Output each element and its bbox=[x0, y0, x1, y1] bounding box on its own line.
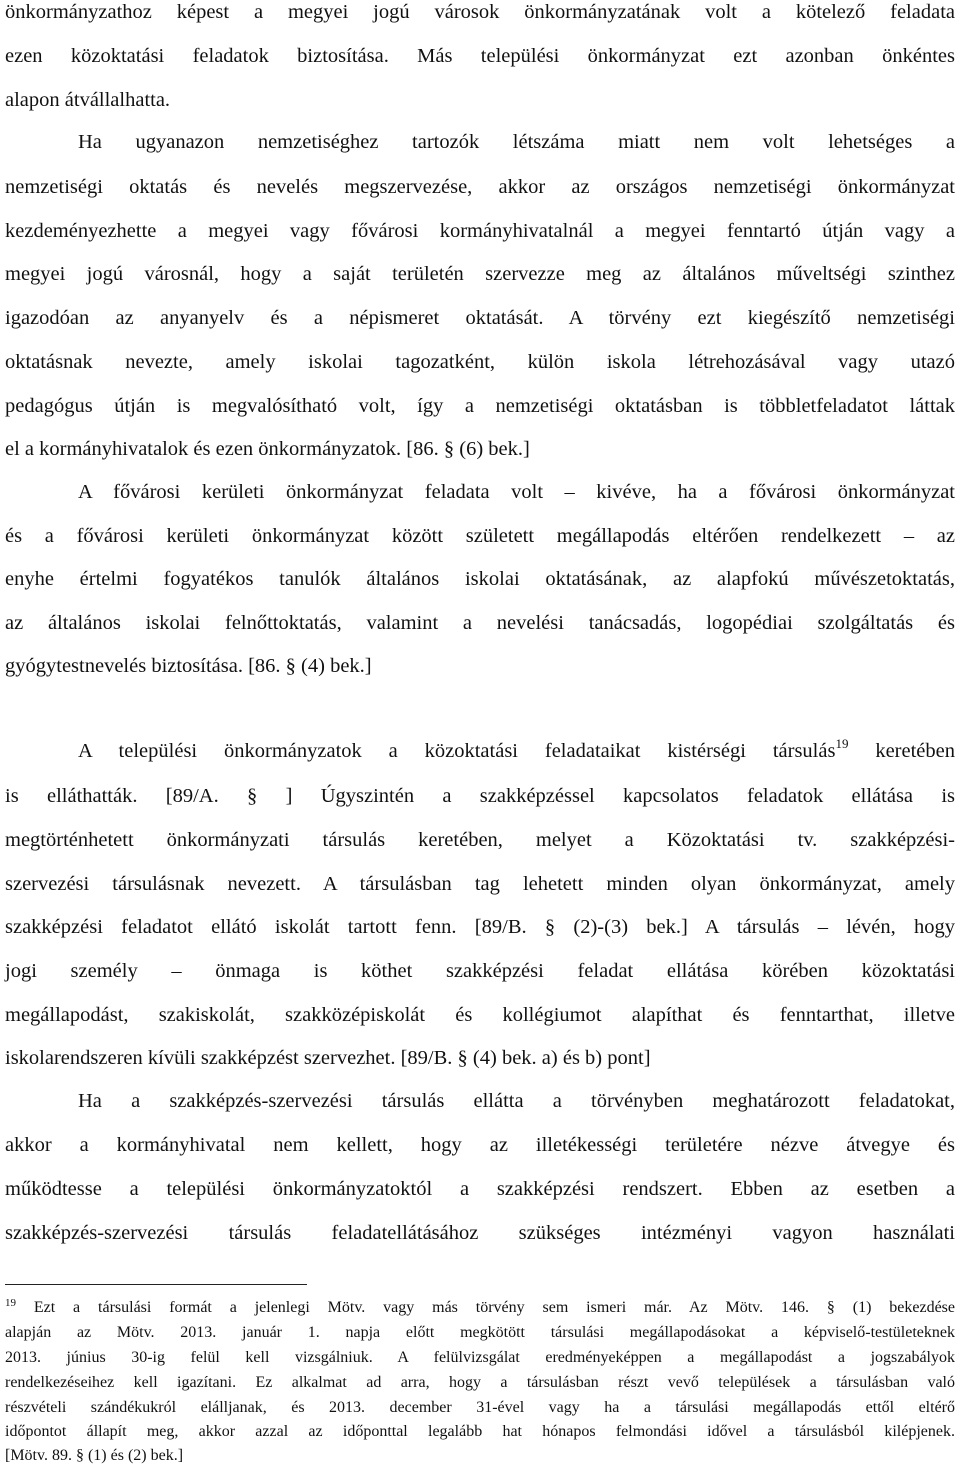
body-line-1: önkormányzathoz képest a megyei jogú városok önkormányzatának volt a kötelező feladata bbox=[5, 1, 955, 23]
paragraph-4-first-line bbox=[78, 736, 956, 763]
body-line-22: jogi személy – önmaga is köthet szakképzési feladat ellátása körében közoktatási bbox=[5, 960, 955, 982]
body-line-18: is elláthatták. [89/A. § ] Úgyszintén a szakképzéssel kapcsolatos feladatok ellátása is bbox=[5, 785, 955, 807]
body-line-27: működtesse a települési önkormányzatoktól a szakképzési rendszert. Ebben az esetben a bbox=[5, 1178, 955, 1200]
body-line-9: oktatásnak nevezte, amely iskolai tagozatként, külön iskola létrehozásával vagy utazó bbox=[5, 351, 955, 373]
body-line-23: megállapodást, szakiskolát, szakközépiskolát és kollégiumot alapíthat és fenntarthat, illetve bbox=[5, 1004, 955, 1026]
footnote-line-7: [Mötv. 89. § (1) és (2) bek.] bbox=[5, 1447, 184, 1464]
body-line-6: kezdeményezhette a megyei vagy fővárosi kormányhivatalnál a megyei fenntartó útján vagy a bbox=[5, 220, 955, 242]
body-line-20: szervezési társulásnak nevezett. A társulásban tag lehetett minden olyan önkormányzat, amely bbox=[5, 873, 955, 895]
body-line-5: nemzetiségi oktatás és nevelés megszervezése, akkor az országos nemzetiségi önkormányzat bbox=[5, 176, 955, 198]
body-line-28: szakképzés-szervezési társulás feladatellátásához szükséges intézményi vagyon használati bbox=[5, 1222, 955, 1244]
body-line-8: igazodóan az anyanyelv és a népismeret oktatását. A törvény ezt kiegészítő nemzetiségi bbox=[5, 307, 955, 329]
body-line-19: megtörténhetett önkormányzati társulás keretében, melyet a Közoktatási tv. szakképzési- bbox=[5, 829, 955, 851]
body-line-13: és a fővárosi kerületi önkormányzat között született megállapodás eltérően rendelkezett – az bbox=[5, 525, 955, 547]
body-line-11: el a kormányhivatalok és ezen önkormányzatok. [86. § (6) bek.] bbox=[5, 438, 530, 460]
body-line-26: akkor a kormányhivatal nem kellett, hogy az illetékességi területére nézve átvegye és bbox=[5, 1134, 955, 1156]
body-line-2: ezen közoktatási feladatok biztosítása. Más települési önkormányzat ezt azonban önkéntes bbox=[5, 45, 955, 67]
body-line-10: pedagógus útján is megvalósítható volt, így a nemzetiségi oktatásban is többletfeladatot láttak bbox=[5, 395, 955, 417]
body-line-16: gyógytestnevelés biztosítása. [86. § (4) bek.] bbox=[5, 655, 372, 677]
footnote-line-1-text: Ezt a társulási formát a jelenlegi Mötv. vagy más törvény sem ismeri már. Az Mötv. 146. § (1) bekezdése bbox=[16, 1299, 955, 1316]
footnote-line-1 bbox=[5, 1298, 955, 1319]
paragraph-5-first-line: Ha a szakképzés-szervezési társulás ellátta a törvényben meghatározott feladatokat, bbox=[78, 1090, 955, 1112]
footnote-line-5: részvételi szándékukról elálljanak, és 2013. december 31-ével vagy ha a társulási megállapodás ettől eltérő bbox=[5, 1399, 955, 1416]
body-line-21: szakképzési feladatot ellátó iskolát tartott fenn. [89/B. § (2)-(3) bek.] A társulás – lévén, hogy bbox=[5, 916, 955, 938]
footnote-line-4: rendelkezéseihez kell igazítani. Ez alkalmat ad arra, hogy a társulásban részt vevő települések a társulásban való bbox=[5, 1374, 955, 1391]
body-line-3: alapon átvállalhatta. bbox=[5, 89, 171, 111]
body-line-7: megyei jogú városnál, hogy a saját területén szervezze meg az általános műveltségi szinthez bbox=[5, 263, 955, 285]
footnote-line-2: alapján az Mötv. 2013. január 1. napja előtt megkötött társulási megállapodásokat a képviselő-testületeknek bbox=[5, 1324, 955, 1341]
footnote-line-6: időpontot állapít meg, akkor azzal az időponttal legalább hat hónapos felmondási idővel a társulásból kilépjenek. bbox=[5, 1423, 955, 1440]
body-line-14: enyhe értelmi fogyatékos tanulók általános iskolai oktatásának, az alapfokú művészetoktatás, bbox=[5, 568, 955, 590]
paragraph-2-first-line: Ha ugyanazon nemzetiséghez tartozók létszáma miatt nem volt lehetséges a bbox=[78, 131, 955, 153]
footnote-line-3: 2013. június 30-ig felül kell vizsgálniuk. A felülvizsgálat eredményeképpen a megállapodást a jogszabályok bbox=[5, 1349, 955, 1366]
footnote-number: 19 bbox=[5, 1297, 16, 1309]
body-line-24: iskolarendszeren kívüli szakképzést szervezhet. [89/B. § (4) bek. a) és b) pont] bbox=[5, 1047, 651, 1069]
paragraph-4-first-line-text: A települési önkormányzatok a közoktatási feladataikat kistérségi társulás bbox=[78, 740, 836, 762]
footnote-separator bbox=[5, 1284, 307, 1285]
paragraph-4-first-line-tail: keretében bbox=[848, 740, 956, 762]
footnote-reference[interactable]: 19 bbox=[835, 736, 849, 751]
paragraph-3-first-line: A fővárosi kerületi önkormányzat feladata volt – kivéve, ha a fővárosi önkormányzat bbox=[78, 481, 955, 503]
body-line-15: az általános iskolai felnőttoktatás, valamint a nevelési tanácsadás, logopédiai szolgáltatás és bbox=[5, 612, 955, 634]
